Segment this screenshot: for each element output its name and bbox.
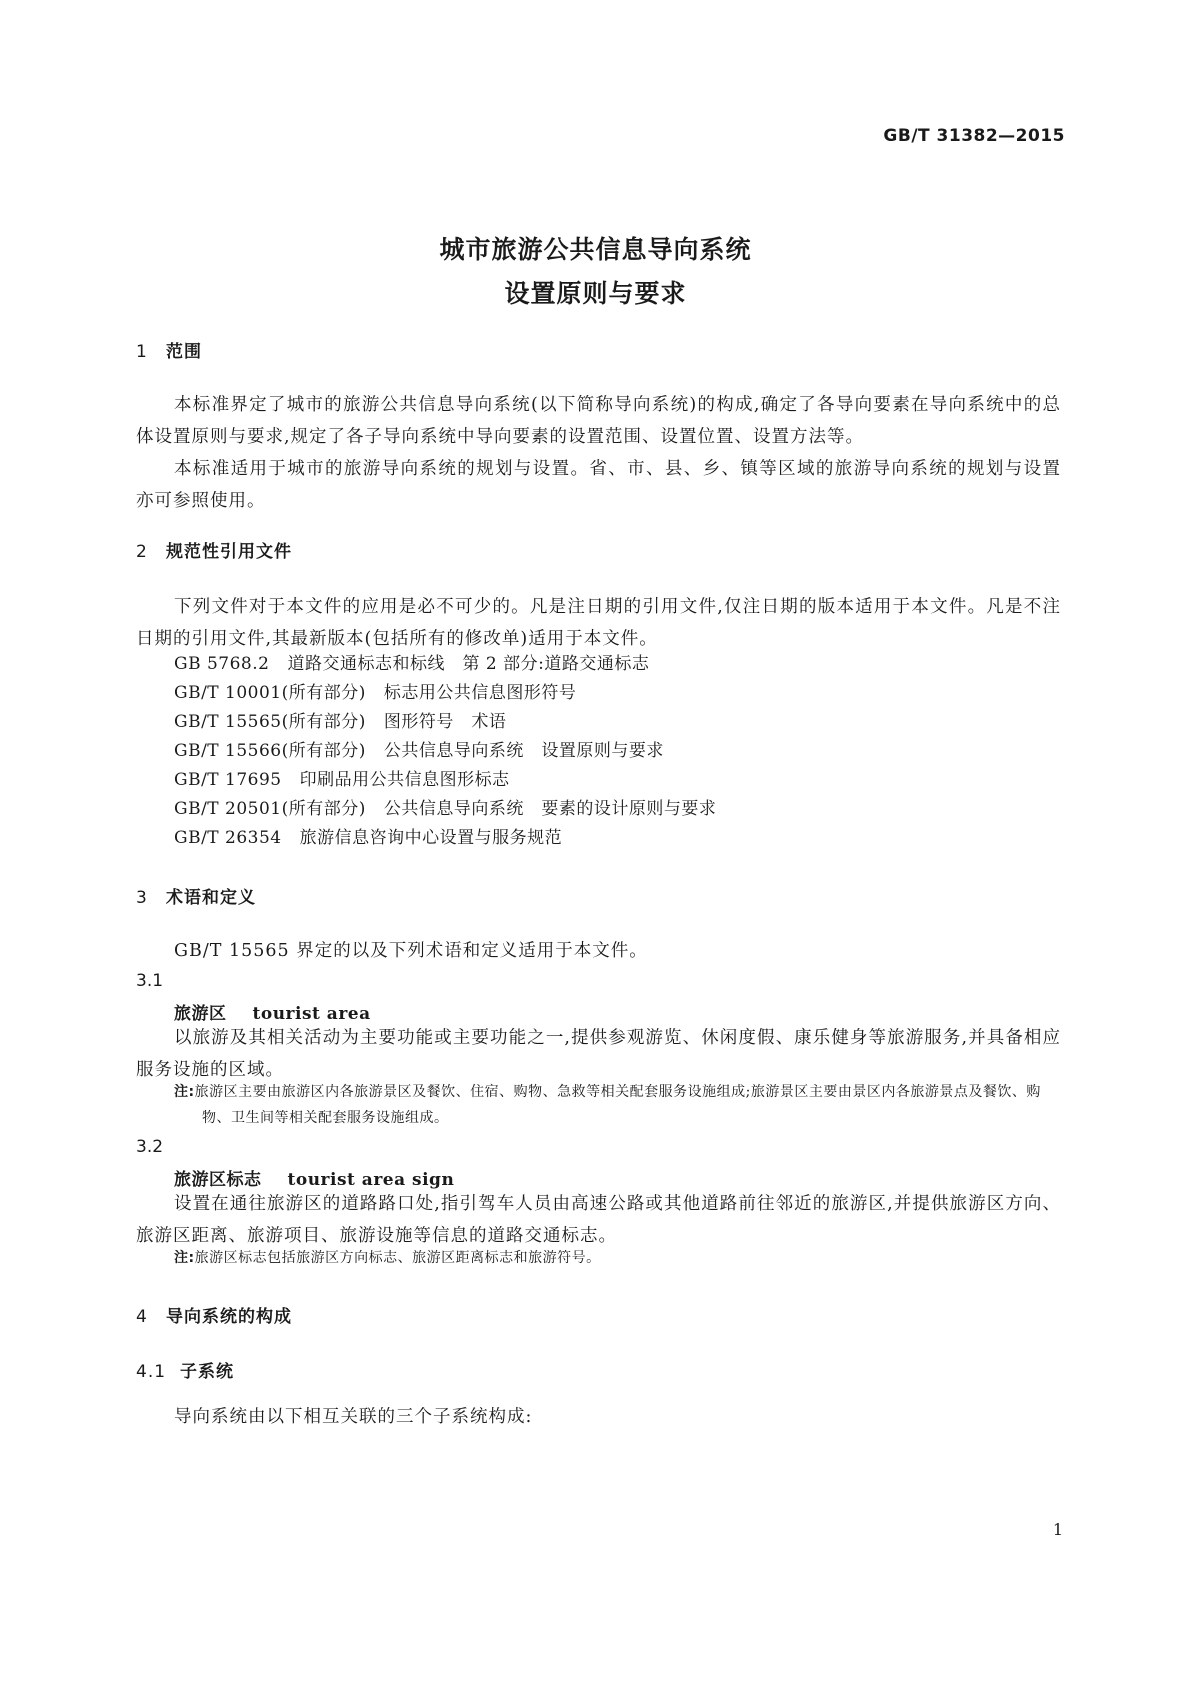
reference-code: GB/T 15565(所有部分) (174, 712, 366, 732)
reference-code: GB/T 10001(所有部分) (174, 683, 366, 703)
section-title: 规范性引用文件 (166, 542, 292, 562)
subsection-title: 子系统 (180, 1362, 234, 1382)
section-3-heading (136, 883, 256, 908)
section-number: 1 (136, 342, 148, 362)
reference-title: 图形符号 术语 (383, 712, 507, 732)
reference-item (174, 823, 562, 853)
title-line-2: 设置原则与要求 (504, 279, 687, 308)
reference-title: 旅游信息咨询中心设置与服务规范 (299, 828, 563, 848)
term-chinese: 旅游区 (174, 1004, 227, 1024)
reference-title: 公共信息导向系统 设置原则与要求 (383, 741, 664, 761)
term-heading (174, 1165, 454, 1190)
section-title: 导向系统的构成 (166, 1307, 292, 1327)
reference-code: GB/T 26354 (174, 828, 282, 848)
term-number: 3.1 (136, 971, 164, 991)
section-title: 术语和定义 (166, 888, 256, 908)
reference-item (174, 794, 716, 824)
term-note (174, 1079, 1061, 1131)
term-heading (174, 999, 371, 1024)
section-number: 4 (136, 1307, 148, 1327)
reference-item (174, 649, 649, 679)
section-title: 范围 (166, 342, 202, 362)
reference-title: 印刷品用公共信息图形标志 (299, 770, 510, 790)
section-1-heading (136, 337, 202, 362)
document-title (0, 228, 1191, 316)
note-label: 注: (174, 1084, 195, 1100)
term-number: 3.2 (136, 1137, 164, 1157)
reference-item (174, 736, 664, 766)
reference-title: 标志用公共信息图形符号 (383, 683, 577, 703)
section-4-paragraph-1: 导向系统由以下相互关联的三个子系统构成: (174, 1407, 533, 1427)
reference-item (174, 707, 506, 737)
reference-code: GB/T 15566(所有部分) (174, 741, 366, 761)
reference-title: 公共信息导向系统 要素的设计原则与要求 (383, 799, 717, 819)
subsection-number: 4.1 (136, 1362, 167, 1382)
title-line-1: 城市旅游公共信息导向系统 (439, 235, 752, 264)
section-1-paragraph-1: 本标准界定了城市的旅游公共信息导向系统(以下简称导向系统)的构成,确定了各导向要素在导向系统中的总体设置原则与要求,规定了各子导向系统中导向要素的设置范围、设置位置、设置方法等。 (136, 395, 1061, 447)
subsection-4-1-heading (136, 1357, 234, 1382)
reference-title: 道路交通标志和标线 第 2 部分:道路交通标志 (287, 654, 650, 674)
section-number: 3 (136, 888, 148, 908)
term-chinese: 旅游区标志 (174, 1170, 262, 1190)
note-label: 注: (174, 1250, 195, 1266)
reference-code: GB/T 17695 (174, 770, 282, 790)
term-note (174, 1245, 1061, 1271)
section-4-heading (136, 1302, 292, 1327)
term-english: tourist area (252, 1004, 371, 1024)
section-2-paragraph-1: 下列文件对于本文件的应用是必不可少的。凡是注日期的引用文件,仅注日期的版本适用于本文件。凡是不注日期的引用文件,其最新版本(包括所有的修改单)适用于本文件。 (136, 597, 1061, 649)
reference-code: GB/T 20501(所有部分) (174, 799, 366, 819)
note-text: 旅游区主要由旅游区内各旅游景区及餐饮、住宿、购物、急救等相关配套服务设施组成;旅游景区主要由景区内各旅游景点及餐饮、购物、卫生间等相关配套服务设施组成。 (194, 1084, 1041, 1126)
reference-item (174, 678, 576, 708)
note-text: 旅游区标志包括旅游区方向标志、旅游区距离标志和旅游符号。 (194, 1250, 601, 1266)
term-definition: 以旅游及其相关活动为主要功能或主要功能之一,提供参观游览、休闲度假、康乐健身等旅游服务,并具备相应服务设施的区域。 (136, 1028, 1061, 1080)
section-2-heading (136, 537, 292, 562)
standard-code: GB/T 31382—2015 (883, 126, 1065, 146)
page-number: 1 (1052, 1520, 1063, 1539)
section-number: 2 (136, 542, 148, 562)
term-definition: 设置在通往旅游区的道路路口处,指引驾车人员由高速公路或其他道路前往邻近的旅游区,并提供旅游区方向、旅游区距离、旅游项目、旅游设施等信息的道路交通标志。 (136, 1194, 1061, 1246)
section-1-paragraph-2: 本标准适用于城市的旅游导向系统的规划与设置。省、市、县、乡、镇等区域的旅游导向系统的规划与设置亦可参照使用。 (136, 459, 1061, 511)
reference-code: GB 5768.2 (174, 654, 270, 674)
section-3-paragraph-1: GB/T 15565 界定的以及下列术语和定义适用于本文件。 (174, 941, 648, 961)
term-english: tourist area sign (287, 1170, 455, 1190)
reference-item (174, 765, 510, 795)
